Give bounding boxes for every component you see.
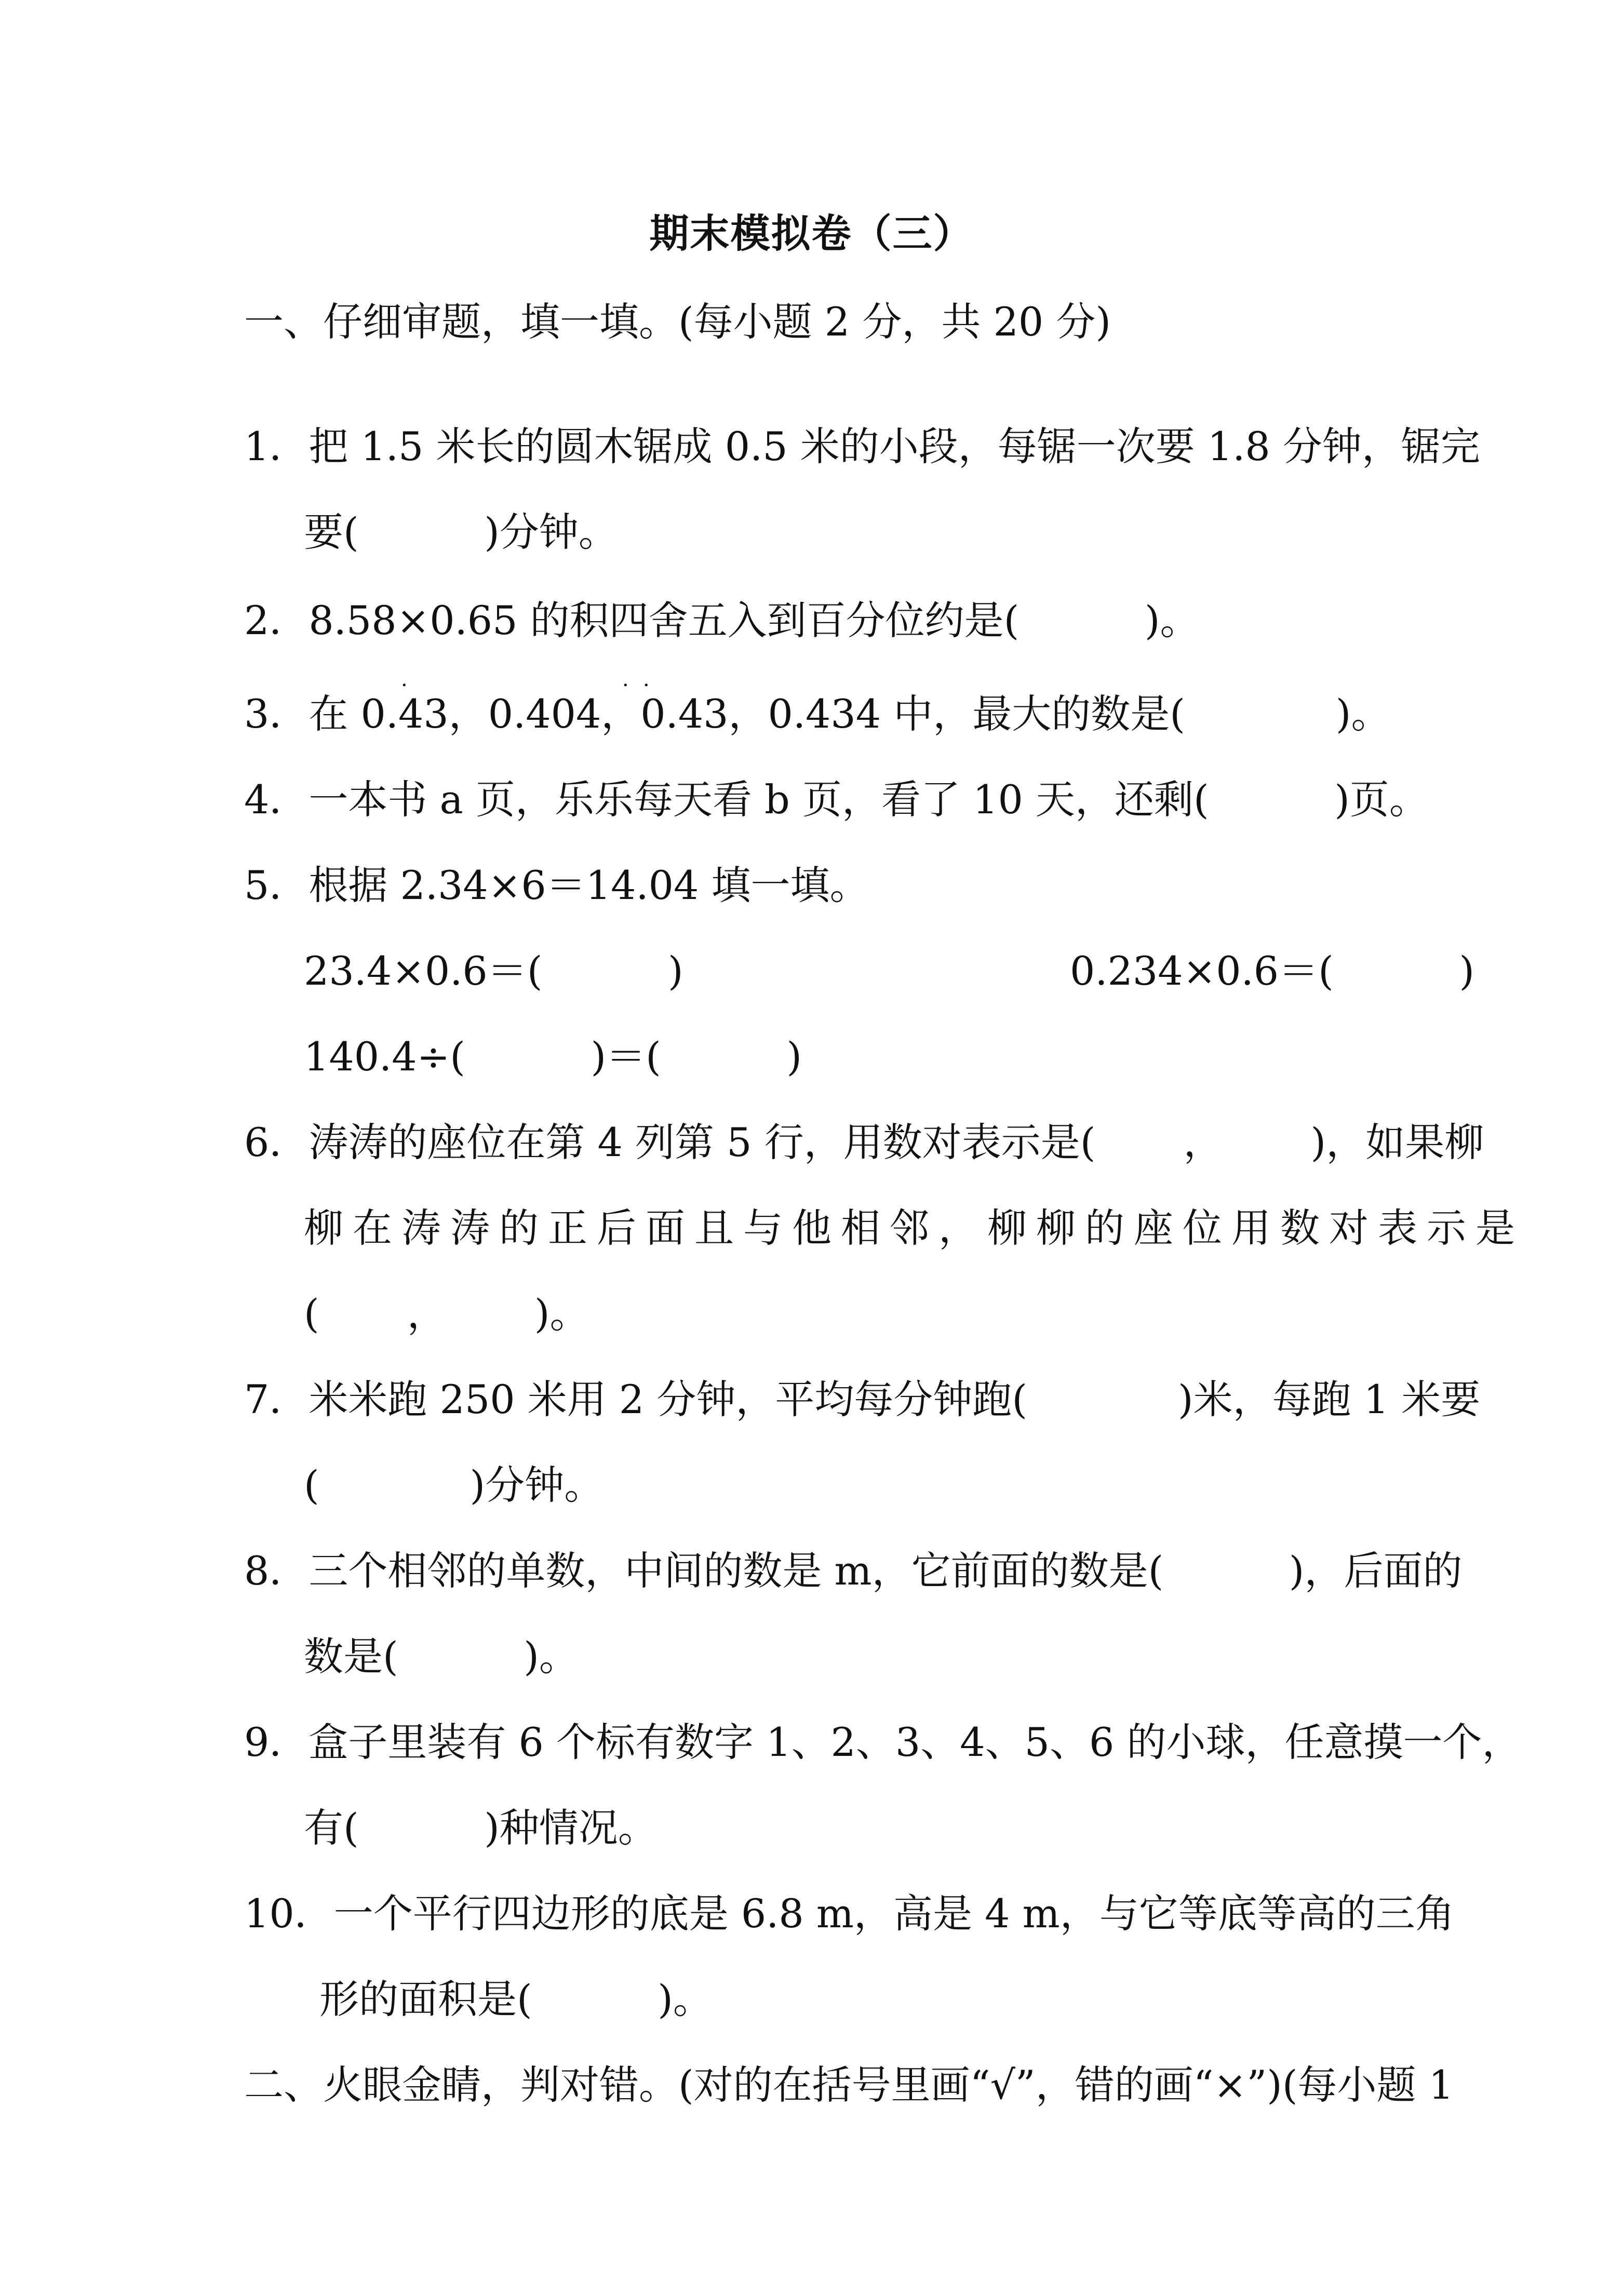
question-7-line-2: ( )分钟。: [304, 1462, 604, 1508]
repeating-dot: ·: [622, 674, 629, 697]
page-title: 期末模拟卷（三）: [649, 210, 974, 257]
section-2-heading: 二、火眼金睛，判对错。(对的在括号里画“√”，错的画“×”)(每小题 1: [244, 2062, 1454, 2108]
question-3: 3．在 0.43，0.404，0.43，0.434 中，最大的数是( )。: [244, 691, 1391, 737]
question-6-line-3: ( ， )。: [304, 1291, 589, 1337]
question-5-third: 140.4÷( )＝( ): [304, 1033, 802, 1080]
question-9-line-2: 有( )种情况。: [304, 1805, 658, 1851]
question-6-line-1: 6．涛涛的座位在第 4 列第 5 行，用数对表示是( ， )，如果柳: [244, 1119, 1484, 1165]
question-10-line-2: 形的面积是( )。: [319, 1976, 713, 2022]
question-8-line-2: 数是( )。: [304, 1633, 579, 1680]
question-5-intro: 5．根据 2.34×6＝14.04 填一填。: [244, 862, 869, 908]
question-5-left: 23.4×0.6＝( ): [304, 948, 683, 994]
question-5-right: 0.234×0.6＝( ): [1070, 948, 1474, 994]
question-7-line-1: 7．米米跑 250 米用 2 分钟，平均每分钟跑( )米，每跑 1 米要: [244, 1376, 1481, 1422]
question-8-line-1: 8．三个相邻的单数，中间的数是 m，它前面的数是( )，后面的: [244, 1548, 1463, 1594]
repeating-dot: ·: [643, 674, 650, 697]
section-1-heading: 一、仔细审题，填一填。(每小题 2 分，共 20 分): [244, 299, 1111, 345]
repeating-dot: ·: [401, 674, 408, 697]
question-4: 4．一本书 a 页，乐乐每天看 b 页，看了 10 天，还剩( )页。: [244, 776, 1429, 823]
question-2: 2．8.58×0.65 的积四舍五入到百分位约是( )。: [244, 597, 1200, 643]
question-9-line-1: 9．盒子里装有 6 个标有数字 1、2、3、4、5、6 的小球，任意摸一个，: [244, 1719, 1522, 1765]
question-10-line-1: 10．一个平行四边形的底是 6.8 m，高是 4 m，与它等底等高的三角: [244, 1890, 1455, 1937]
question-1-line-1: 1．把 1.5 米长的圆木锯成 0.5 米的小段，每锯一次要 1.8 分钟，锯完: [244, 423, 1480, 469]
question-6-line-2: 柳在涛涛的正后面且与他相邻，柳柳的座位用数对表示是: [304, 1205, 1524, 1251]
question-1-line-2: 要( )分钟。: [304, 509, 618, 555]
